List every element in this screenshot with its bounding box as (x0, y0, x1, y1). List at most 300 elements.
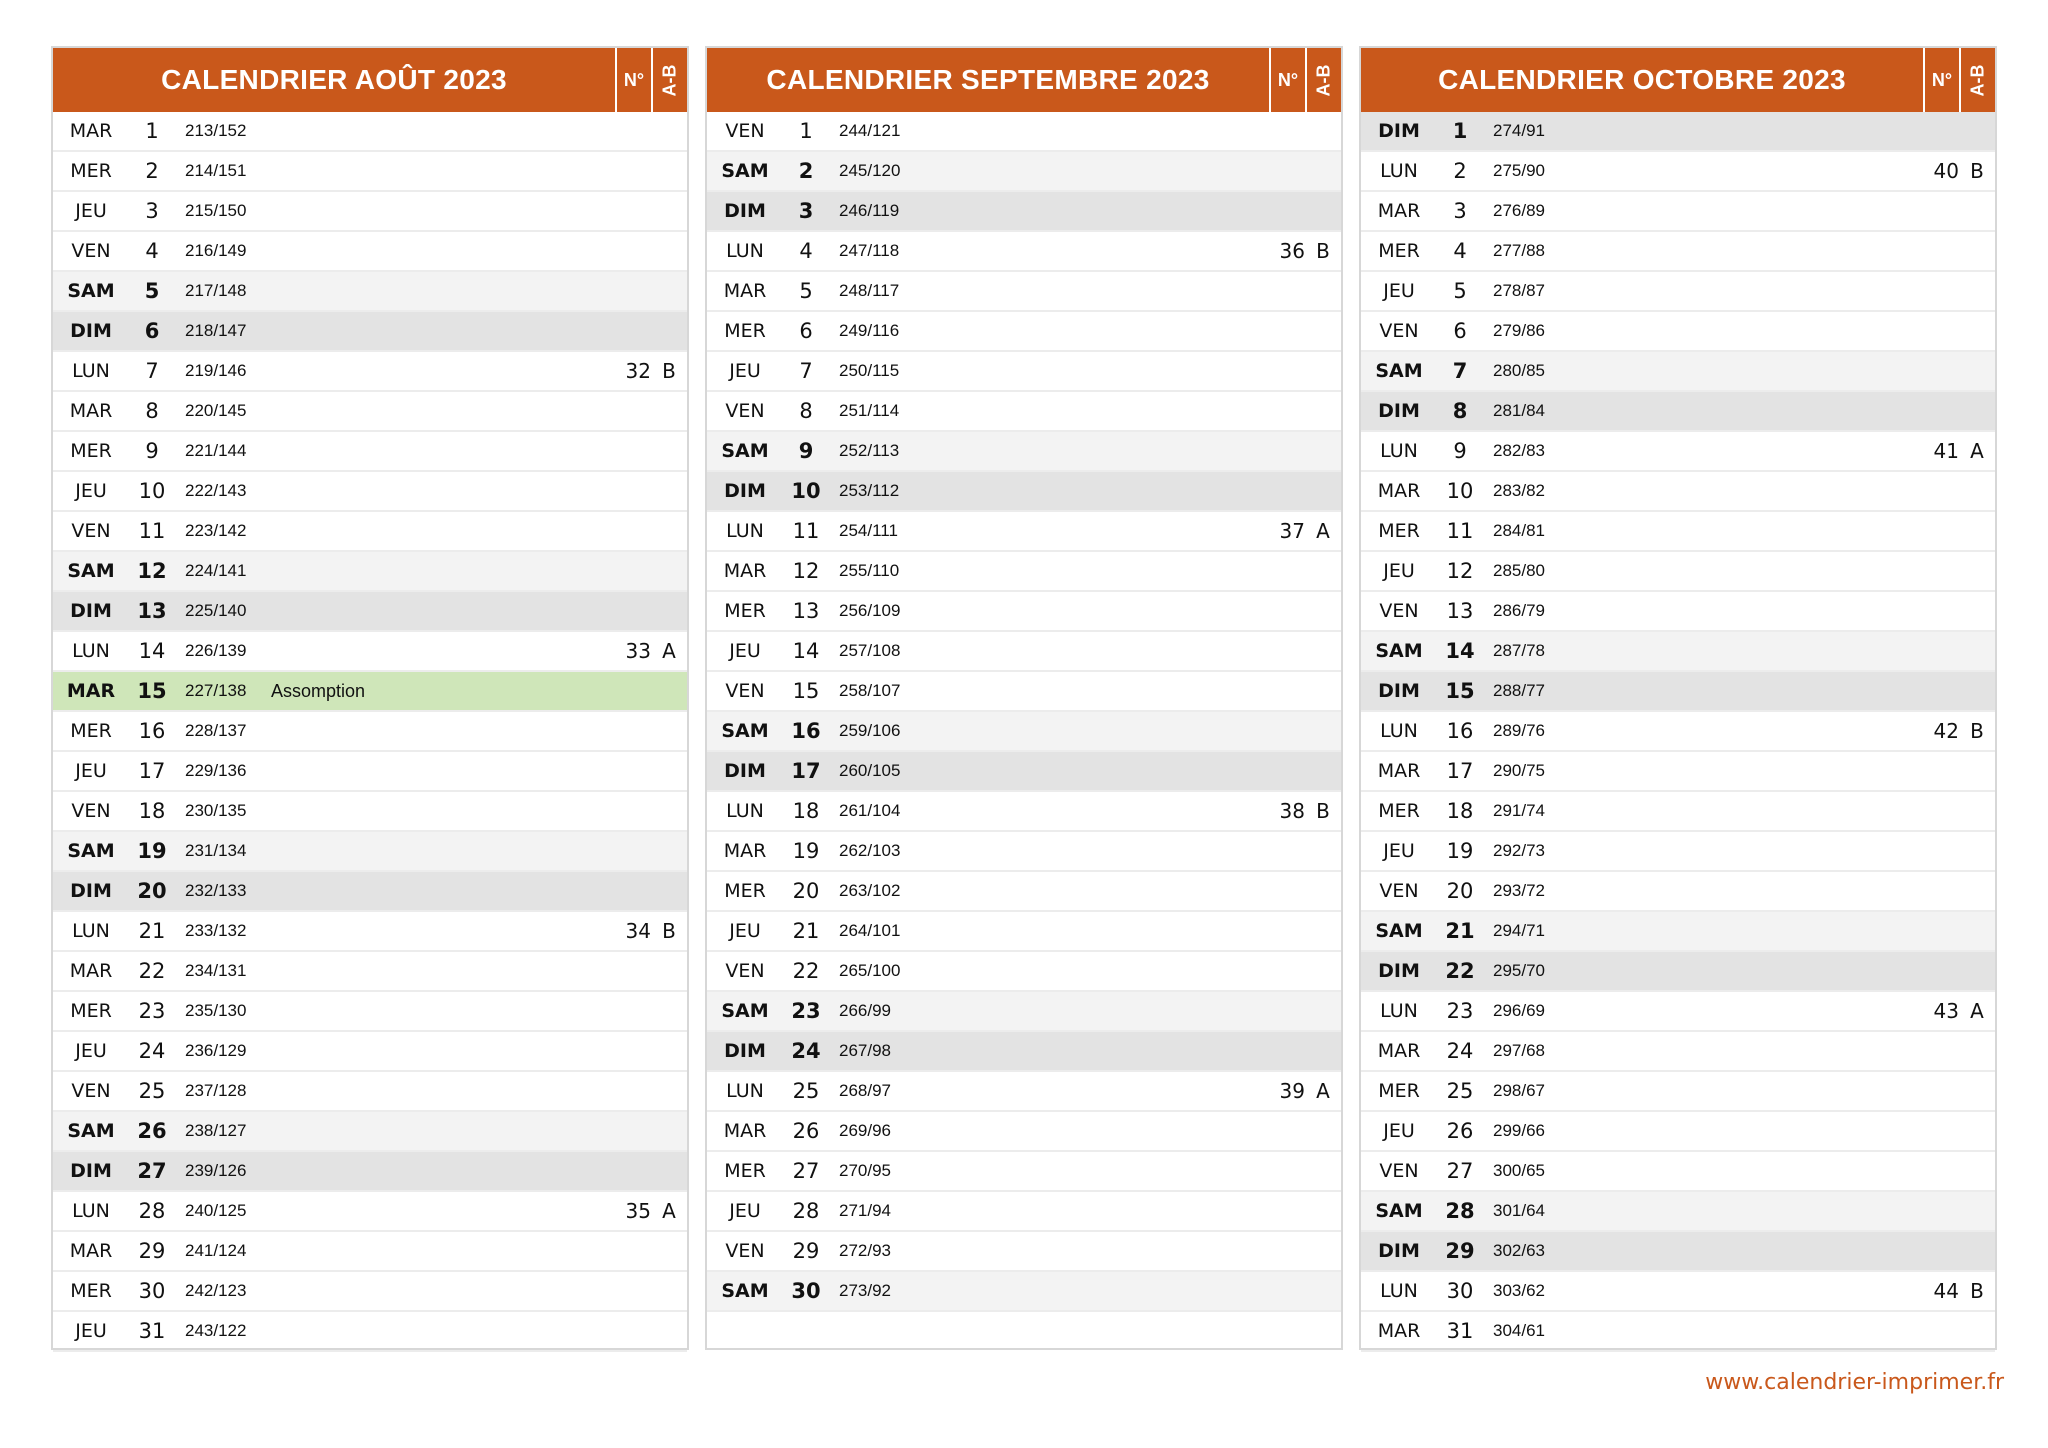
week-number: 41 (1933, 439, 1959, 463)
weekday-label: DIM (70, 600, 112, 622)
ab-week: B (1970, 1279, 1984, 1303)
weekday-label: MAR (723, 560, 767, 582)
day-of-year: 274/91 (1493, 121, 1545, 140)
day-row (1361, 912, 1995, 952)
weekday-label: MAR (723, 280, 767, 302)
day-row (1361, 1072, 1995, 1112)
day-row (53, 472, 687, 512)
weekday-label: VEN (725, 960, 765, 982)
day-row (1361, 872, 1995, 912)
day-number: 9 (1453, 439, 1467, 463)
day-number: 23 (138, 999, 166, 1023)
day-of-year: 281/84 (1493, 401, 1545, 420)
weekday-label: SAM (67, 1120, 115, 1142)
day-row (707, 1032, 1341, 1072)
day-number: 13 (792, 599, 820, 623)
day-of-year: 216/149 (185, 241, 247, 260)
day-row (53, 712, 687, 752)
weekday-label: VEN (725, 400, 765, 422)
day-of-year: 271/94 (839, 1201, 891, 1220)
day-of-year: 267/98 (839, 1041, 891, 1060)
ab-week-header (1305, 48, 1341, 112)
day-number: 30 (138, 1279, 166, 1303)
day-of-year: 286/79 (1493, 601, 1545, 620)
weekday-label: JEU (75, 200, 107, 222)
weekday-label: JEU (729, 360, 761, 382)
day-number: 23 (791, 999, 821, 1023)
day-row (1361, 192, 1995, 232)
day-row (707, 872, 1341, 912)
day-of-year: 224/141 (185, 561, 247, 580)
weekday-label: SAM (1375, 1200, 1423, 1222)
week-number: 40 (1933, 159, 1959, 183)
weekday-label: JEU (729, 640, 761, 662)
day-number: 15 (137, 679, 167, 703)
day-row (1361, 752, 1995, 792)
weekday-label: VEN (71, 800, 111, 822)
day-of-year: 268/97 (839, 1081, 891, 1100)
day-number: 15 (792, 679, 820, 703)
week-number: 33 (625, 639, 651, 663)
week-number: 37 (1279, 519, 1305, 543)
day-row (707, 272, 1341, 312)
day-number: 14 (792, 639, 820, 663)
day-row (53, 992, 687, 1032)
ab-week: B (1316, 239, 1330, 263)
day-row (707, 152, 1341, 192)
month-august (51, 46, 689, 1350)
day-number: 26 (792, 1119, 820, 1143)
day-row (1361, 632, 1995, 672)
day-number: 29 (1445, 1239, 1475, 1263)
week-number: 34 (625, 919, 651, 943)
day-number: 12 (1446, 559, 1474, 583)
day-number: 10 (1446, 479, 1474, 503)
day-number: 19 (137, 839, 167, 863)
day-of-year: 227/138 (185, 681, 247, 700)
day-row (707, 232, 1341, 272)
day-number: 19 (792, 839, 820, 863)
weekday-label: LUN (72, 640, 110, 662)
weekday-label: LUN (1380, 1000, 1418, 1022)
weekday-label: LUN (726, 1080, 764, 1102)
day-of-year: 295/70 (1493, 961, 1545, 980)
day-of-year: 285/80 (1493, 561, 1545, 580)
day-of-year: 263/102 (839, 881, 901, 900)
weekday-label: MAR (723, 840, 767, 862)
ab-week-header-label: A-B (659, 64, 680, 96)
day-row (707, 512, 1341, 552)
day-number: 24 (138, 1039, 166, 1063)
weekday-label: JEU (729, 1200, 761, 1222)
day-row (707, 592, 1341, 632)
day-row (707, 912, 1341, 952)
day-of-year: 236/129 (185, 1041, 247, 1060)
day-row (707, 472, 1341, 512)
day-number: 31 (1446, 1319, 1474, 1343)
day-of-year: 223/142 (185, 521, 247, 540)
day-row (53, 312, 687, 352)
day-row (53, 912, 687, 952)
day-row (707, 1272, 1341, 1312)
weekday-label: DIM (70, 880, 112, 902)
day-number: 14 (138, 639, 166, 663)
day-number: 28 (1445, 1199, 1475, 1223)
day-of-year: 215/150 (185, 201, 247, 220)
weekday-label: LUN (1380, 1280, 1418, 1302)
day-of-year: 297/68 (1493, 1041, 1545, 1060)
weekday-label: VEN (725, 1240, 765, 1262)
day-of-year: 287/78 (1493, 641, 1545, 660)
day-number: 17 (138, 759, 166, 783)
day-number: 22 (792, 959, 820, 983)
day-of-year: 261/104 (839, 801, 901, 820)
day-row (707, 752, 1341, 792)
week-number: 36 (1279, 239, 1305, 263)
day-number: 5 (1453, 279, 1467, 303)
day-row (707, 1112, 1341, 1152)
week-number: 32 (625, 359, 651, 383)
day-row (1361, 352, 1995, 392)
month-title: CALENDRIER AOÛT 2023 (161, 64, 507, 95)
day-row (1361, 272, 1995, 312)
weekday-label: MAR (723, 1120, 767, 1142)
day-row (707, 952, 1341, 992)
day-number: 18 (1446, 799, 1474, 823)
day-of-year: 301/64 (1493, 1201, 1545, 1220)
day-of-year: 260/105 (839, 761, 901, 780)
day-row (53, 832, 687, 872)
weekday-label: SAM (1375, 640, 1423, 662)
day-number: 8 (145, 399, 159, 423)
day-number: 7 (799, 359, 813, 383)
day-row (1361, 312, 1995, 352)
day-number: 11 (792, 519, 820, 543)
day-of-year: 250/115 (839, 361, 900, 380)
week-number-header: N° (1923, 48, 1959, 112)
day-row (1361, 592, 1995, 632)
month-october (1359, 46, 1997, 1350)
day-of-year: 252/113 (839, 441, 900, 460)
day-number: 16 (791, 719, 821, 743)
day-number: 28 (792, 1199, 820, 1223)
weekday-label: SAM (721, 160, 769, 182)
day-of-year: 246/119 (839, 201, 900, 220)
day-of-year: 294/71 (1493, 921, 1545, 940)
day-of-year: 300/65 (1493, 1161, 1545, 1180)
weekday-label: MER (70, 1280, 112, 1302)
day-row (53, 592, 687, 632)
weekday-label: MER (70, 440, 112, 462)
day-of-year: 282/83 (1493, 441, 1545, 460)
day-of-year: 220/145 (185, 401, 247, 420)
weekday-label: JEU (75, 480, 107, 502)
day-row (53, 392, 687, 432)
day-of-year: 242/123 (185, 1281, 247, 1300)
day-of-year: 292/73 (1493, 841, 1545, 860)
weekday-label: MER (1378, 800, 1420, 822)
day-of-year: 259/106 (839, 721, 901, 740)
day-number: 23 (1446, 999, 1474, 1023)
weekday-label: DIM (70, 1160, 112, 1182)
weekday-label: LUN (72, 360, 110, 382)
day-row (1361, 992, 1995, 1032)
day-number: 24 (1446, 1039, 1474, 1063)
day-row (1361, 1312, 1995, 1352)
day-of-year: 218/147 (185, 321, 247, 340)
ab-week: B (1316, 799, 1330, 823)
day-of-year: 264/101 (839, 921, 901, 940)
day-number: 18 (792, 799, 820, 823)
weekday-label: SAM (721, 1280, 769, 1302)
weekday-label: JEU (75, 1040, 107, 1062)
website-link[interactable]: www.calendrier-imprimer.fr (1705, 1370, 2004, 1395)
day-row (53, 232, 687, 272)
day-number: 2 (798, 159, 814, 183)
day-of-year: 303/62 (1493, 1281, 1545, 1300)
month-title: CALENDRIER SEPTEMBRE 2023 (766, 64, 1210, 95)
day-row (53, 952, 687, 992)
weekday-label: DIM (724, 1040, 766, 1062)
weekday-label: MER (70, 1000, 112, 1022)
day-of-year: 219/146 (185, 361, 247, 380)
weekday-label: MER (1378, 1080, 1420, 1102)
ab-week-header-label: A-B (1313, 64, 1334, 96)
weekday-label: DIM (1378, 120, 1420, 142)
day-of-year: 262/103 (839, 841, 901, 860)
day-of-year: 288/77 (1493, 681, 1545, 700)
weekday-label: DIM (1378, 960, 1420, 982)
day-row (53, 1192, 687, 1232)
day-number: 21 (792, 919, 820, 943)
day-of-year: 241/124 (185, 1241, 247, 1260)
day-number: 7 (1452, 359, 1468, 383)
day-of-year: 251/114 (839, 401, 900, 420)
day-of-year: 266/99 (839, 1001, 891, 1020)
day-row (1361, 832, 1995, 872)
day-number: 12 (137, 559, 167, 583)
day-number: 16 (1446, 719, 1474, 743)
day-of-year: 234/131 (185, 961, 247, 980)
week-number-header: N° (1269, 48, 1305, 112)
month-header (53, 48, 687, 112)
day-number: 17 (791, 759, 821, 783)
day-number: 14 (1445, 639, 1475, 663)
weekday-label: LUN (726, 240, 764, 262)
day-number: 7 (145, 359, 159, 383)
day-row (1361, 1032, 1995, 1072)
ab-week: B (1970, 719, 1984, 743)
day-row (1361, 472, 1995, 512)
day-row (1361, 1112, 1995, 1152)
day-row (53, 1312, 687, 1352)
weekday-label: MAR (1377, 760, 1421, 782)
day-row (53, 1152, 687, 1192)
day-row (1361, 152, 1995, 192)
weekday-label: MAR (69, 1240, 113, 1262)
week-number: 44 (1933, 1279, 1959, 1303)
day-of-year: 269/96 (839, 1121, 891, 1140)
day-row (1361, 712, 1995, 752)
weekday-label: JEU (1383, 280, 1415, 302)
day-of-year: 217/148 (185, 281, 247, 300)
weekday-label: VEN (1379, 600, 1419, 622)
day-row (1361, 672, 1995, 712)
day-of-year: 256/109 (839, 601, 901, 620)
day-row (707, 1152, 1341, 1192)
day-number: 9 (145, 439, 159, 463)
day-of-year: 270/95 (839, 1161, 891, 1180)
day-number: 5 (799, 279, 813, 303)
weekday-label: MER (1378, 240, 1420, 262)
day-row (1361, 1152, 1995, 1192)
day-number: 29 (138, 1239, 166, 1263)
month-header (707, 48, 1341, 112)
day-of-year: 238/127 (185, 1121, 247, 1140)
day-row (707, 792, 1341, 832)
day-number: 22 (1445, 959, 1475, 983)
week-number: 42 (1933, 719, 1959, 743)
day-row (53, 632, 687, 672)
weekday-label: JEU (1383, 840, 1415, 862)
day-number: 1 (799, 119, 813, 143)
day-row (707, 672, 1341, 712)
weekday-label: MER (724, 600, 766, 622)
weekday-label: DIM (1378, 680, 1420, 702)
day-of-year: 255/110 (839, 561, 900, 580)
day-of-year: 235/130 (185, 1001, 247, 1020)
day-of-year: 265/100 (839, 961, 901, 980)
day-row (1361, 512, 1995, 552)
weekday-label: JEU (729, 920, 761, 942)
day-of-year: 257/108 (839, 641, 901, 660)
day-of-year: 275/90 (1493, 161, 1545, 180)
day-of-year: 244/121 (839, 121, 901, 140)
day-of-year: 304/61 (1493, 1321, 1545, 1340)
day-row (1361, 1192, 1995, 1232)
day-of-year: 226/139 (185, 641, 247, 660)
day-of-year: 258/107 (839, 681, 901, 700)
weekday-label: SAM (67, 280, 115, 302)
weekday-label: VEN (1379, 320, 1419, 342)
weekday-label: MER (1378, 520, 1420, 542)
weekday-label: SAM (67, 840, 115, 862)
day-of-year: 299/66 (1493, 1121, 1545, 1140)
weekday-label: SAM (721, 1000, 769, 1022)
ab-week-header (651, 48, 687, 112)
day-row (53, 432, 687, 472)
day-number: 20 (1446, 879, 1474, 903)
weekday-label: JEU (75, 1320, 107, 1342)
day-number: 22 (138, 959, 166, 983)
day-row (53, 512, 687, 552)
day-rows (53, 112, 687, 1352)
week-number: 43 (1933, 999, 1959, 1023)
day-of-year: 272/93 (839, 1241, 891, 1260)
day-row (707, 1192, 1341, 1232)
day-of-year: 280/85 (1493, 361, 1545, 380)
week-number: 39 (1279, 1079, 1305, 1103)
day-of-year: 232/133 (185, 881, 247, 900)
weekday-label: VEN (1379, 880, 1419, 902)
weekday-label: JEU (1383, 1120, 1415, 1142)
day-number: 21 (138, 919, 166, 943)
weekday-label: MER (724, 1160, 766, 1182)
day-number: 26 (137, 1119, 167, 1143)
day-number: 29 (792, 1239, 820, 1263)
day-number: 10 (138, 479, 166, 503)
day-row (53, 272, 687, 312)
day-number: 21 (1445, 919, 1475, 943)
day-of-year: 239/126 (185, 1161, 247, 1180)
day-of-year: 298/67 (1493, 1081, 1545, 1100)
day-of-year: 214/151 (185, 161, 247, 180)
day-number: 13 (1446, 599, 1474, 623)
month-header (1361, 48, 1995, 112)
day-number: 6 (1453, 319, 1467, 343)
ab-week: A (1970, 999, 1984, 1023)
day-of-year: 302/63 (1493, 1241, 1545, 1260)
day-row (1361, 112, 1995, 152)
weekday-label: JEU (1383, 560, 1415, 582)
ab-week: A (662, 639, 676, 663)
day-of-year: 240/125 (185, 1201, 247, 1220)
ab-week-header-label: A-B (1967, 64, 1988, 96)
month-title: CALENDRIER OCTOBRE 2023 (1438, 64, 1846, 95)
weekday-label: MER (724, 320, 766, 342)
day-row (707, 192, 1341, 232)
day-row (53, 552, 687, 592)
day-row (707, 832, 1341, 872)
day-number: 8 (799, 399, 813, 423)
day-of-year: 221/144 (185, 441, 247, 460)
day-number: 31 (138, 1319, 166, 1343)
day-number: 27 (137, 1159, 167, 1183)
weekday-label: MAR (69, 400, 113, 422)
weekday-label: LUN (726, 520, 764, 542)
day-number: 18 (138, 799, 166, 823)
day-row (707, 992, 1341, 1032)
day-row (53, 112, 687, 152)
day-row (1361, 792, 1995, 832)
day-of-year: 249/116 (839, 321, 900, 340)
day-row (707, 432, 1341, 472)
day-number: 25 (1446, 1079, 1474, 1103)
weekday-label: MAR (66, 680, 116, 702)
day-of-year: 248/117 (839, 281, 900, 300)
weekday-label: LUN (72, 1200, 110, 1222)
day-of-year: 290/75 (1493, 761, 1545, 780)
weekday-label: LUN (1380, 440, 1418, 462)
day-row (707, 1072, 1341, 1112)
weekday-label: SAM (1375, 920, 1423, 942)
day-row (53, 1232, 687, 1272)
day-rows (707, 112, 1341, 1312)
weekday-label: DIM (1378, 400, 1420, 422)
weekday-label: MAR (1377, 480, 1421, 502)
day-number: 19 (1446, 839, 1474, 863)
day-of-year: 225/140 (185, 601, 247, 620)
week-number-header: N° (615, 48, 651, 112)
day-number: 3 (1453, 199, 1467, 223)
weekday-label: DIM (724, 200, 766, 222)
day-row (53, 872, 687, 912)
weekday-label: MAR (69, 960, 113, 982)
day-of-year: 278/87 (1493, 281, 1545, 300)
day-row (1361, 432, 1995, 472)
day-row (53, 1072, 687, 1112)
day-number: 2 (145, 159, 159, 183)
